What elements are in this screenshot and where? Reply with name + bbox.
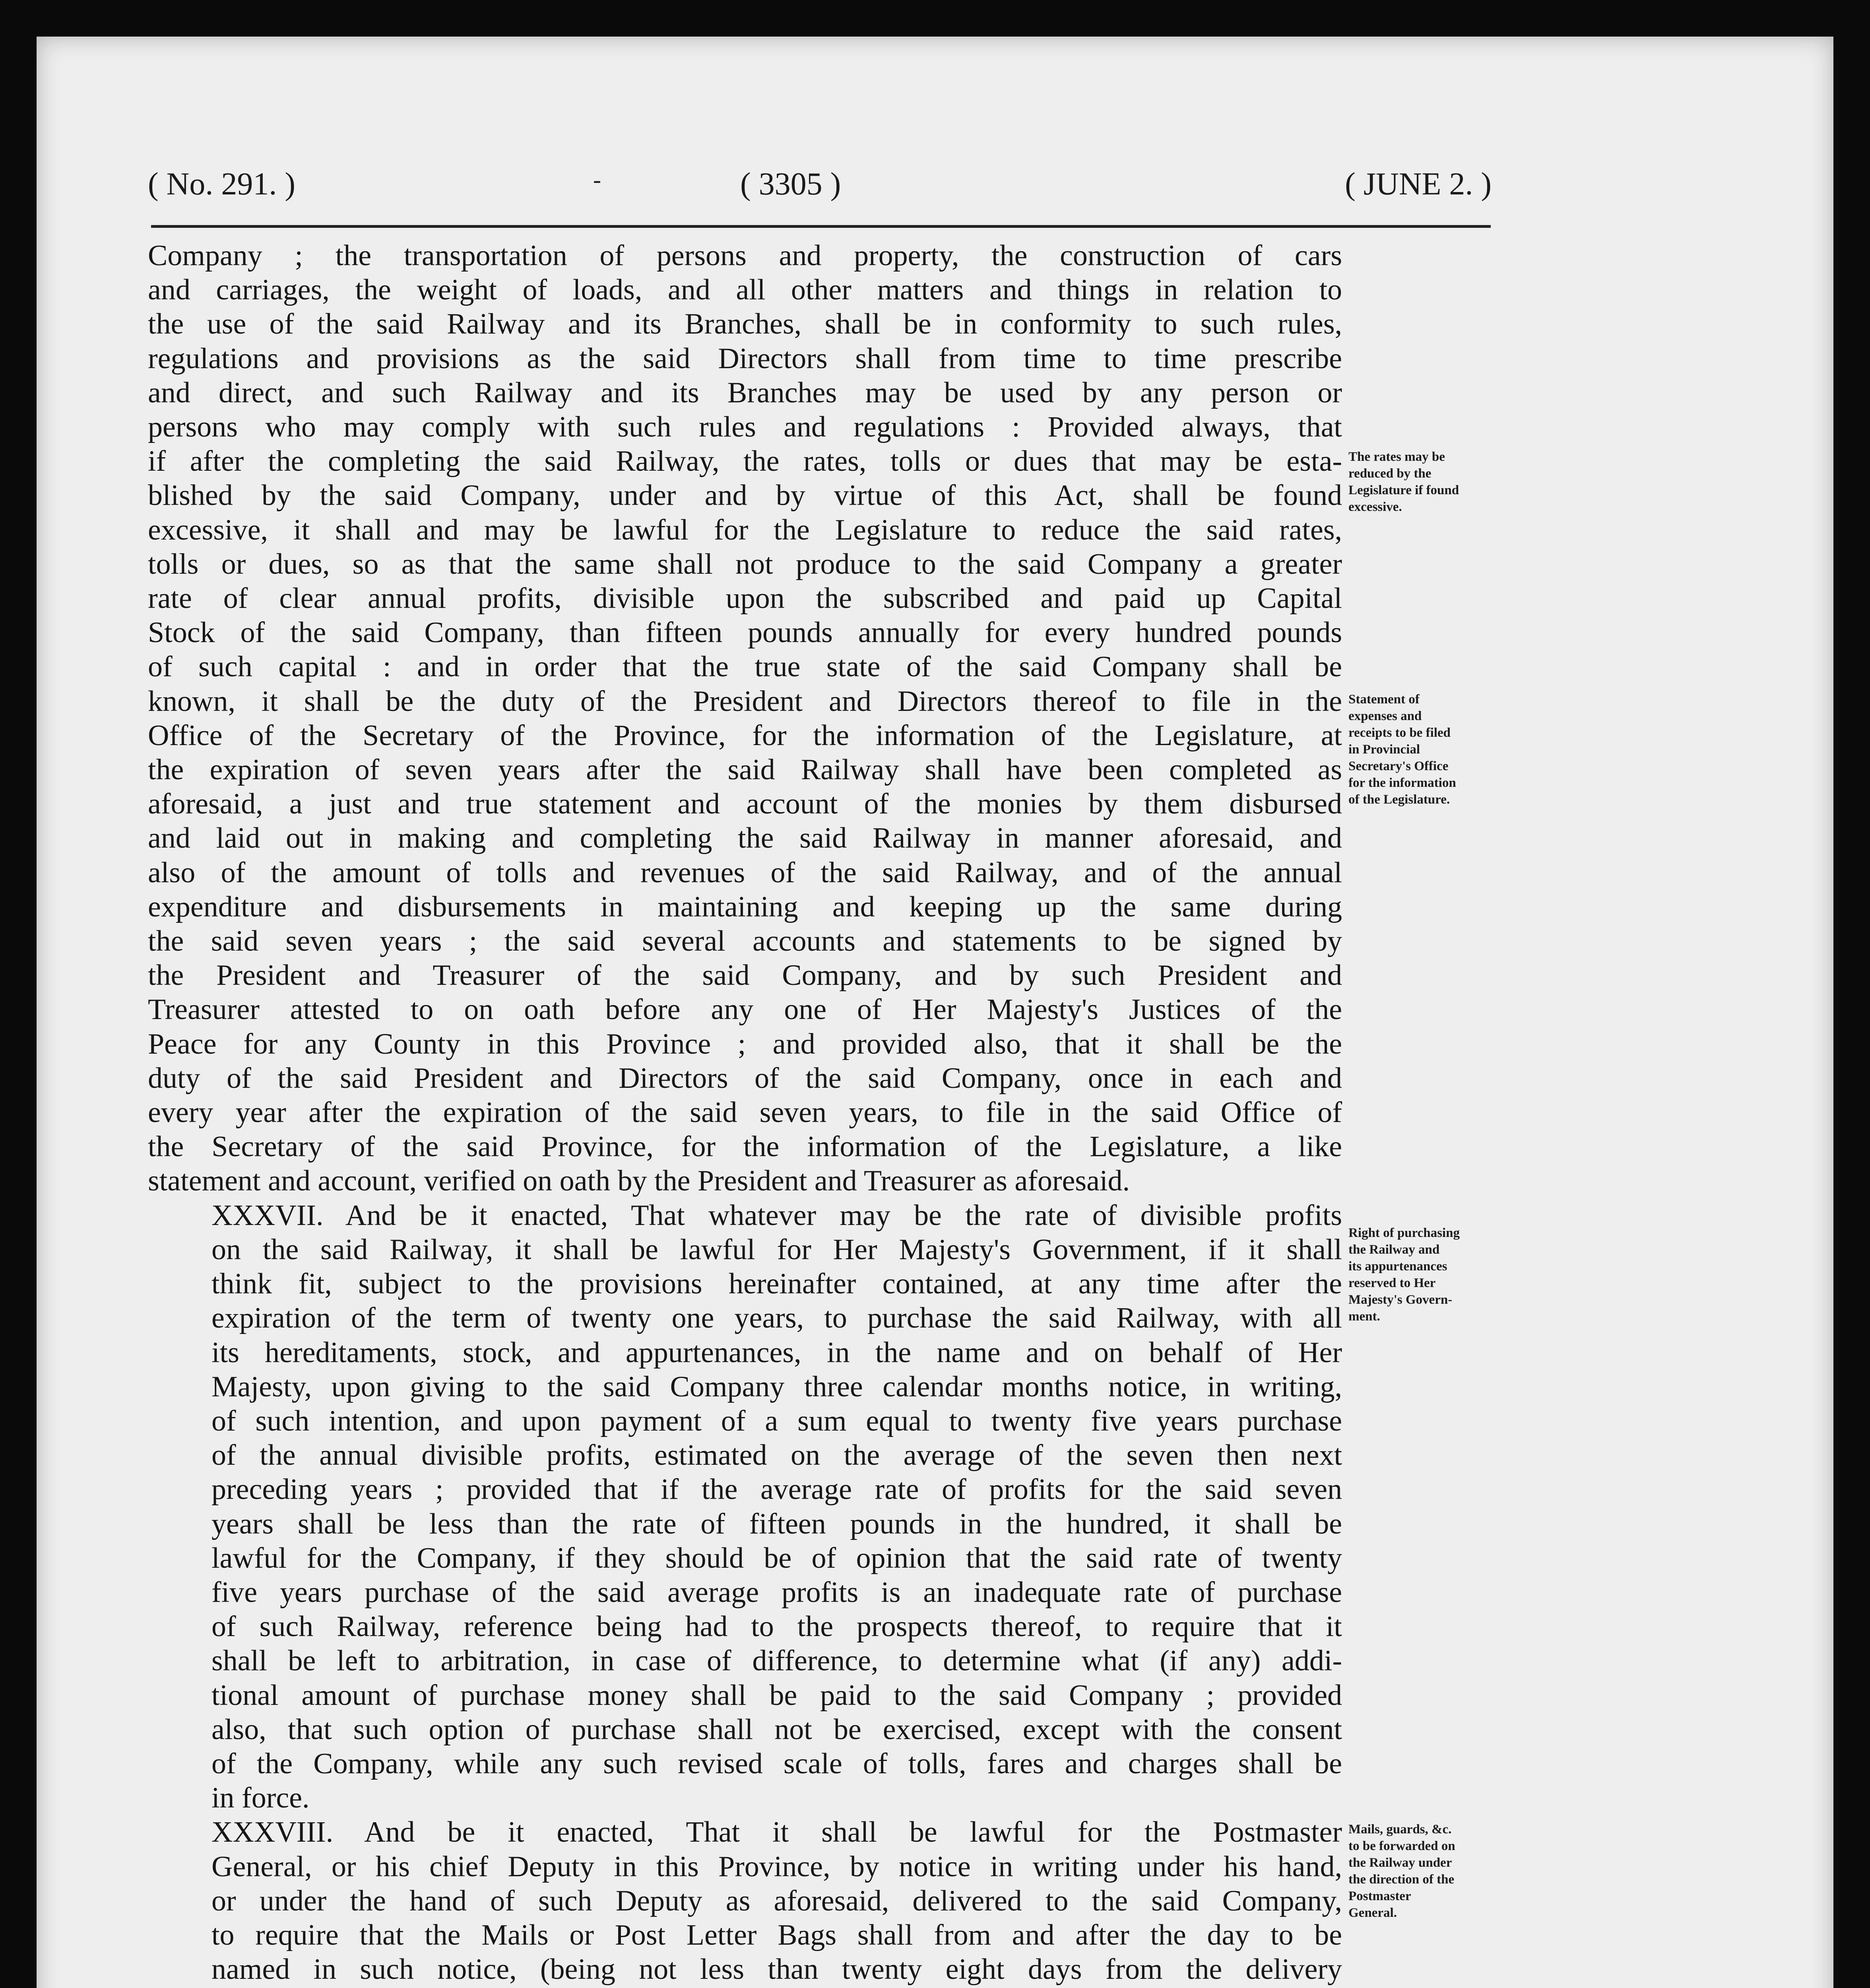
text-line: the President and Treasurer of the said Company, and by such President and (148, 959, 1342, 992)
text-line: General, or his chief Deputy in this Province, by notice in writing under his hand, (211, 1850, 1342, 1883)
text-line: of the annual divisible profits, estimated on the average of the seven then next (211, 1439, 1342, 1472)
text-line: preceding years ; provided that if the average rate of profits for the said seven (211, 1473, 1342, 1506)
text-line: XXXVIII. And be it enacted, That it shall be lawful for the Postmaster (211, 1816, 1342, 1849)
margin-note-line: Mails, guards, &c. (1348, 1822, 1452, 1837)
text-line: or under the hand of such Deputy as aforesaid, delivered to the said Company, (211, 1884, 1342, 1917)
margin-note-line: the Railway under (1348, 1856, 1452, 1870)
text-line: blished by the said Company, under and by virtue of this Act, shall be found (148, 479, 1342, 512)
text-line: rate of clear annual profits, divisible upon the subscribed and paid up Capital (148, 582, 1342, 615)
text-line: duty of the said President and Directors of the said Company, once in each and (148, 1062, 1342, 1095)
text-line: its hereditaments, stock, and appurtenances, in the name and on behalf of Her (211, 1336, 1342, 1369)
text-line: regulations and provisions as the said Directors shall from time to time prescribe (148, 342, 1342, 375)
text-line: Stock of the said Company, than fifteen pounds annually for every hundred pounds (148, 616, 1342, 649)
text-line: years shall be less than the rate of fifteen pounds in the hundred, it shall be (211, 1507, 1342, 1540)
paragraph-continuation (148, 239, 1342, 1198)
text-line: every year after the expiration of the said seven years, to file in the said Office of (148, 1096, 1342, 1129)
header-date: ( JUNE 2. ) (1345, 167, 1492, 202)
margin-note-line: receipts to be filed (1348, 726, 1451, 740)
text-line: aforesaid, a just and true statement and account of the monies by them disbursed (148, 788, 1342, 821)
header-rule (151, 225, 1491, 228)
text-line: excessive, it shall and may be lawful for the Legislature to reduce the said rates, (148, 513, 1342, 546)
text-line: Office of the Secretary of the Province, for the information of the Legislature, at (148, 719, 1342, 752)
margin-note-line: General. (1348, 1906, 1397, 1920)
text-line: the said seven years ; the said several accounts and statements to be signed by (148, 925, 1342, 958)
text-line: Company ; the transportation of persons and property, the construction of cars (148, 239, 1342, 272)
body-text (148, 239, 1342, 1988)
text-line: five years purchase of the said average profits is an inadequate rate of purchase (211, 1576, 1342, 1609)
text-line: of such intention, and upon payment of a sum equal to twenty five years purchase (211, 1404, 1342, 1437)
margin-note-line: excessive. (1348, 500, 1402, 514)
margin-note-line: Right of purchasing (1348, 1226, 1460, 1240)
margin-note-line: Legislature if found (1348, 483, 1459, 497)
text-line: known, it shall be the duty of the President and Directors thereof to file in the (148, 685, 1342, 718)
header-separator: - (593, 167, 601, 193)
text-line: the Secretary of the said Province, for the information of the Legislature, a like (148, 1130, 1342, 1163)
text-line: statement and account, verified on oath by the President and Treasurer as aforesaid. (148, 1165, 1130, 1198)
text-line: also, that such option of purchase shall not be exercised, except with the consent (211, 1713, 1342, 1746)
margin-note-line: in Provincial (1348, 742, 1420, 757)
text-line: of such Railway, reference being had to the prospects thereof, to require that it (211, 1610, 1342, 1643)
text-line: to require that the Mails or Post Letter Bags shall from and after the day to be (211, 1918, 1342, 1951)
text-line: expenditure and disbursements in maintaining and keeping up the same during (148, 890, 1342, 923)
text-line (148, 1986, 1342, 1988)
text-line: persons who may comply with such rules and regulations : Provided always, that (148, 411, 1342, 444)
margin-note-line: reserved to Her (1348, 1276, 1436, 1290)
margin-note-purchase (1348, 1225, 1523, 1325)
margin-note-line: Statement of (1348, 692, 1420, 707)
text-line: expiration of the term of twenty one years, to purchase the said Railway, with all (211, 1302, 1342, 1335)
text-line: of the Company, while any such revised scale of tolls, fares and charges shall be (211, 1747, 1342, 1780)
margin-note-line: of the Legislature. (1348, 792, 1450, 807)
section-xxxvii (148, 1198, 1342, 1815)
text-line: named in such notice, (being not less than twenty eight days from the delivery (211, 1953, 1342, 1986)
text-line: Majesty, upon giving to the said Company three calendar months notice, in writing, (211, 1370, 1342, 1403)
text-line: of such capital : and in order that the true state of the said Company shall be (148, 650, 1342, 683)
margin-note-line: the direction of the (1348, 1872, 1455, 1887)
margin-note-line: for the information (1348, 776, 1456, 790)
margin-note-line: reduced by the (1348, 466, 1432, 481)
text-line: on the said Railway, it shall be lawful for Her Majesty's Government, if it shall (211, 1233, 1342, 1266)
page-header (148, 166, 1492, 222)
text-line: and laid out in making and completing the said Railway in manner aforesaid, and (148, 822, 1342, 855)
margin-note-line: to be forwarded on (1348, 1839, 1455, 1853)
act-number: ( No. 291. ) (148, 167, 296, 202)
margin-note-line: the Railway and (1348, 1242, 1440, 1257)
text-line: in force. (211, 1782, 310, 1815)
margin-note-line: Postmaster (1348, 1889, 1411, 1903)
text-line: XXXVII. And be it enacted, That whatever may be the rate of divisible profits (211, 1199, 1342, 1232)
text-line: and carriages, the weight of loads, and all other matters and things in relation to (148, 274, 1342, 307)
margin-note-mails (1348, 1821, 1523, 1921)
margin-note-line: Secretary's Office (1348, 759, 1449, 773)
text-line: the use of the said Railway and its Branches, shall be in conformity to such rules, (148, 308, 1342, 341)
margin-note-line: ment. (1348, 1309, 1380, 1324)
margin-note-line: its appurtenances (1348, 1259, 1447, 1274)
section-xxxviii (148, 1815, 1342, 1988)
margin-note-statement (1348, 691, 1523, 808)
margin-note-line: The rates may be (1348, 450, 1445, 464)
text-line: and direct, and such Railway and its Branches may be used by any person or (148, 376, 1342, 409)
page-number: ( 3305 ) (740, 167, 841, 202)
margin-note-line: Majesty's Govern- (1348, 1293, 1453, 1307)
text-line: the expiration of seven years after the said Railway shall have been completed as (148, 753, 1342, 786)
margin-note-rates (1348, 448, 1523, 515)
text-line: if after the completing the said Railway, the rates, tolls or dues that may be esta- (148, 445, 1342, 478)
text-line: tolls or dues, so as that the same shall not produce to the said Company a greater (148, 547, 1342, 580)
margin-note-line: expenses and (1348, 709, 1422, 723)
text-line: Treasurer attested to on oath before any one of Her Majesty's Justices of the (148, 993, 1342, 1026)
text-line: tional amount of purchase money shall be paid to the said Company ; provided (211, 1679, 1342, 1712)
text-line: think fit, subject to the provisions hereinafter contained, at any time after the (211, 1268, 1342, 1301)
text-line: shall be left to arbitration, in case of difference, to determine what (if any) addi- (211, 1644, 1342, 1677)
text-line: lawful for the Company, if they should be of opinion that the said rate of twenty (211, 1541, 1342, 1574)
text-line: Peace for any County in this Province ; and provided also, that it shall be the (148, 1027, 1342, 1060)
text-line: also of the amount of tolls and revenues of the said Railway, and of the annual (148, 856, 1342, 889)
